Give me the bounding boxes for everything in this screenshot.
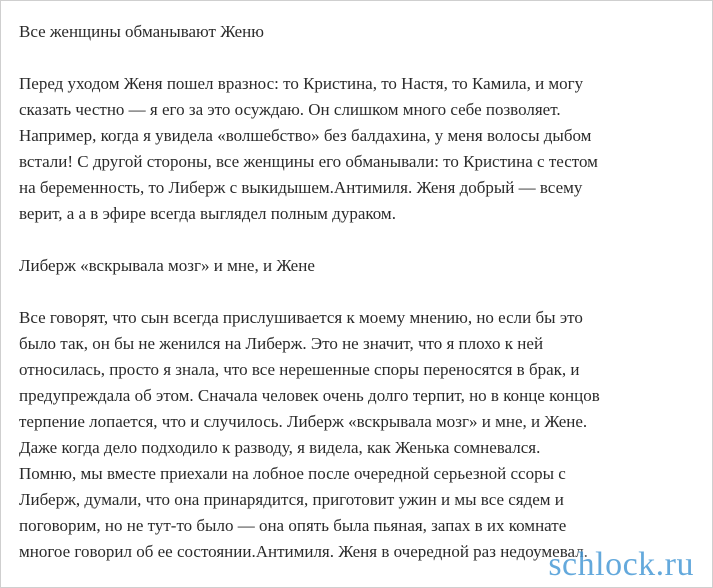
paragraph-line: многое говорил об ее состоянии.Антимиля. Женя в очередной раз недоумевал. xyxy=(19,542,588,561)
paragraph-line: поговорим, но не тут-то было — она опять была пьяная, запах в их комнате xyxy=(19,516,567,535)
site-watermark: schlock.ru xyxy=(548,546,694,583)
paragraph-line: Либерж, думали, что она принарядится, приготовит ужин и мы все сядем и xyxy=(19,490,564,509)
paragraph-line: относилась, просто я знала, что все нерешенные споры переносятся в брак, и xyxy=(19,360,580,379)
paragraph-line: терпение лопается, что и случилось. Либерж «вскрывала мозг» и мне, и Жене. xyxy=(19,412,588,431)
article-heading-1 xyxy=(19,19,699,45)
paragraph-line: сказать честно — я его за это осуждаю. Он слишком много себе позволяет. xyxy=(19,100,561,119)
paragraph-line: встали! С другой стороны, все женщины его обманывали: то Кристина с тестом xyxy=(19,152,598,171)
paragraph-line: предупреждала об этом. Сначала человек очень долго терпит, но в конце концов xyxy=(19,386,600,405)
heading-text: Либерж «вскрывала мозг» и мне, и Жене xyxy=(19,256,315,275)
paragraph-line: Все говорят, что сын всегда прислушивается к моему мнению, но если бы это xyxy=(19,308,583,327)
heading-text: Все женщины обманывают Женю xyxy=(19,22,264,41)
paragraph-line: на беременность, то Либерж с выкидышем.Антимиля. Женя добрый — всему xyxy=(19,178,583,197)
article-paragraph-1 xyxy=(19,71,699,227)
paragraph-line: верит, а а в эфире всегда выглядел полным дураком. xyxy=(19,204,396,223)
paragraph-line: Например, когда я увидела «волшебство» без балдахина, у меня волосы дыбом xyxy=(19,126,592,145)
paragraph-line: Даже когда дело подходило к разводу, я видела, как Женька сомневался. xyxy=(19,438,541,457)
article-content xyxy=(19,19,699,588)
paragraph-line: Перед уходом Женя пошел вразнос: то Кристина, то Настя, то Камила, и могу xyxy=(19,74,584,93)
paragraph-line: было так, он бы не женился на Либерж. Это не значит, что я плохо к ней xyxy=(19,334,544,353)
paragraph-line: Помню, мы вместе приехали на лобное после очередной серьезной ссоры с xyxy=(19,464,566,483)
article-heading-2 xyxy=(19,253,699,279)
article-paragraph-2 xyxy=(19,305,699,565)
